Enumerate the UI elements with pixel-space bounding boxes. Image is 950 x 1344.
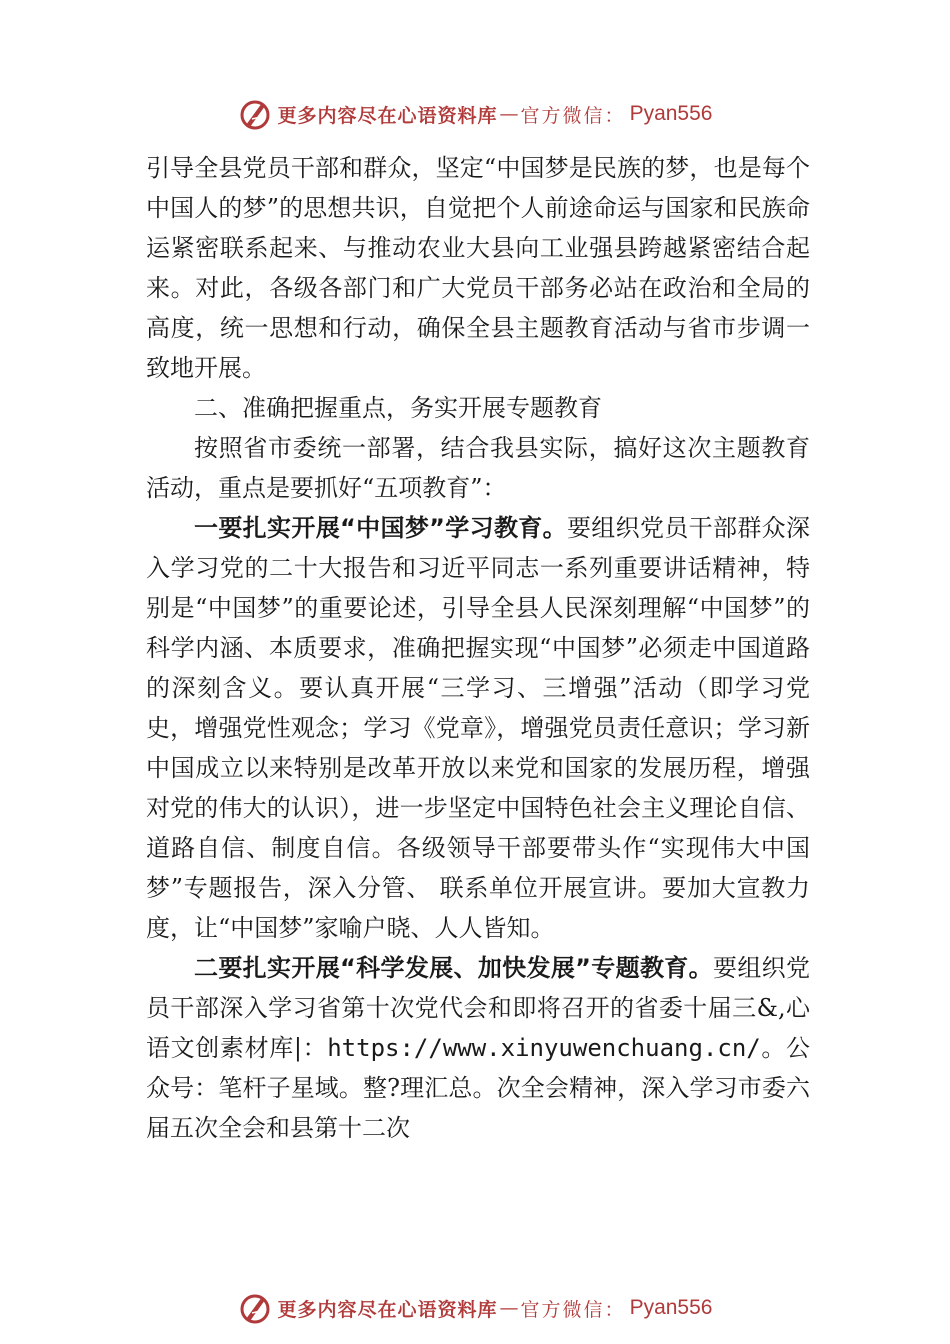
banner-dash: — xyxy=(499,103,519,125)
paragraph-2: 按照省市委统一部署，结合我县实际，搞好这次主题教育活动，重点是要抓好“五项教育”： xyxy=(146,434,810,502)
paragraph-4 xyxy=(146,948,810,1148)
banner-wechat-label: 官方微信： xyxy=(520,104,626,127)
document-body xyxy=(146,148,810,1148)
banner-wechat-id: Pyan556 xyxy=(629,102,713,125)
paragraph-3 xyxy=(146,508,810,948)
paragraph-4-lead: 二要扎实开展“科学发展、加快发展”专题教育。 xyxy=(194,954,713,982)
footer-banner xyxy=(0,1290,950,1326)
footer-wechat-label: 官方微信： xyxy=(520,1298,626,1321)
paragraph-3-body: 要组织党员干部群众深入学习党的二十大报告和习近平同志一系列重要讲话精神，特别是“中国梦”的重要论述，引导全县人民深刻理解“中国梦”的科学内涵、本质要求，准确把握实现“中国梦”必须走中国道路的深刻含义。要认真开展“三学习、三增强”活动（即学习党史，增强党性观念；学习《党章》，增强党员责任意识；学习新中国成立以来特别是改革开放以来党和国家的发展历程，增强对党的伟大的认识），进一步坚定中国特色社会主义理论自信、道路自信、制度自信。各级领导干部要带头作“实现伟大中国梦”专题报告，深入分管、 联系单位开展宣讲。要加大宣教力度，让“中国梦”家喻户晓、人人皆知。 xyxy=(146,514,811,942)
paragraph-3-lead: 一要扎实开展“中国梦”学习教育。 xyxy=(194,514,567,542)
footer-brand: 更多内容尽在心语资料库 xyxy=(277,1298,498,1321)
paragraph-4-url: https://www.xinyuwenchuang.cn/ xyxy=(327,1034,761,1062)
paragraph-4-body-a: 要组织党员干部深入学习省第十次党代会和即将召开的省委十届三&,心语文创素材库|： xyxy=(146,954,810,1062)
banner-brand: 更多内容尽在心语资料库 xyxy=(277,104,498,127)
paragraph-1: 引导全县党员干部和群众，坚定“中国梦是民族的梦，也是每个中国人的梦”的思想共识，自觉把个人前途命运与国家和民族命运紧密联系起来、与推动农业大县向工业强县跨越紧密结合起来。对此，各级各部门和广大党员干部务必站在政治和全局的高度，统一思想和行动，确保全县主题教育活动与省市步调一致地开展。 xyxy=(146,154,810,382)
quill-logo-icon xyxy=(238,1291,272,1325)
header-banner xyxy=(0,96,950,132)
footer-wechat-id: Pyan556 xyxy=(629,1296,713,1319)
section-heading-2: 二、准确把握重点，务实开展专题教育 xyxy=(194,394,602,422)
paragraph-4-body-b: 。公众号：笔杆子星域。整?理汇总。次全会精神，深入学习市委六届五次全会和县第十二次 xyxy=(146,1034,811,1142)
quill-logo-icon xyxy=(238,97,272,131)
footer-dash: — xyxy=(499,1297,519,1319)
